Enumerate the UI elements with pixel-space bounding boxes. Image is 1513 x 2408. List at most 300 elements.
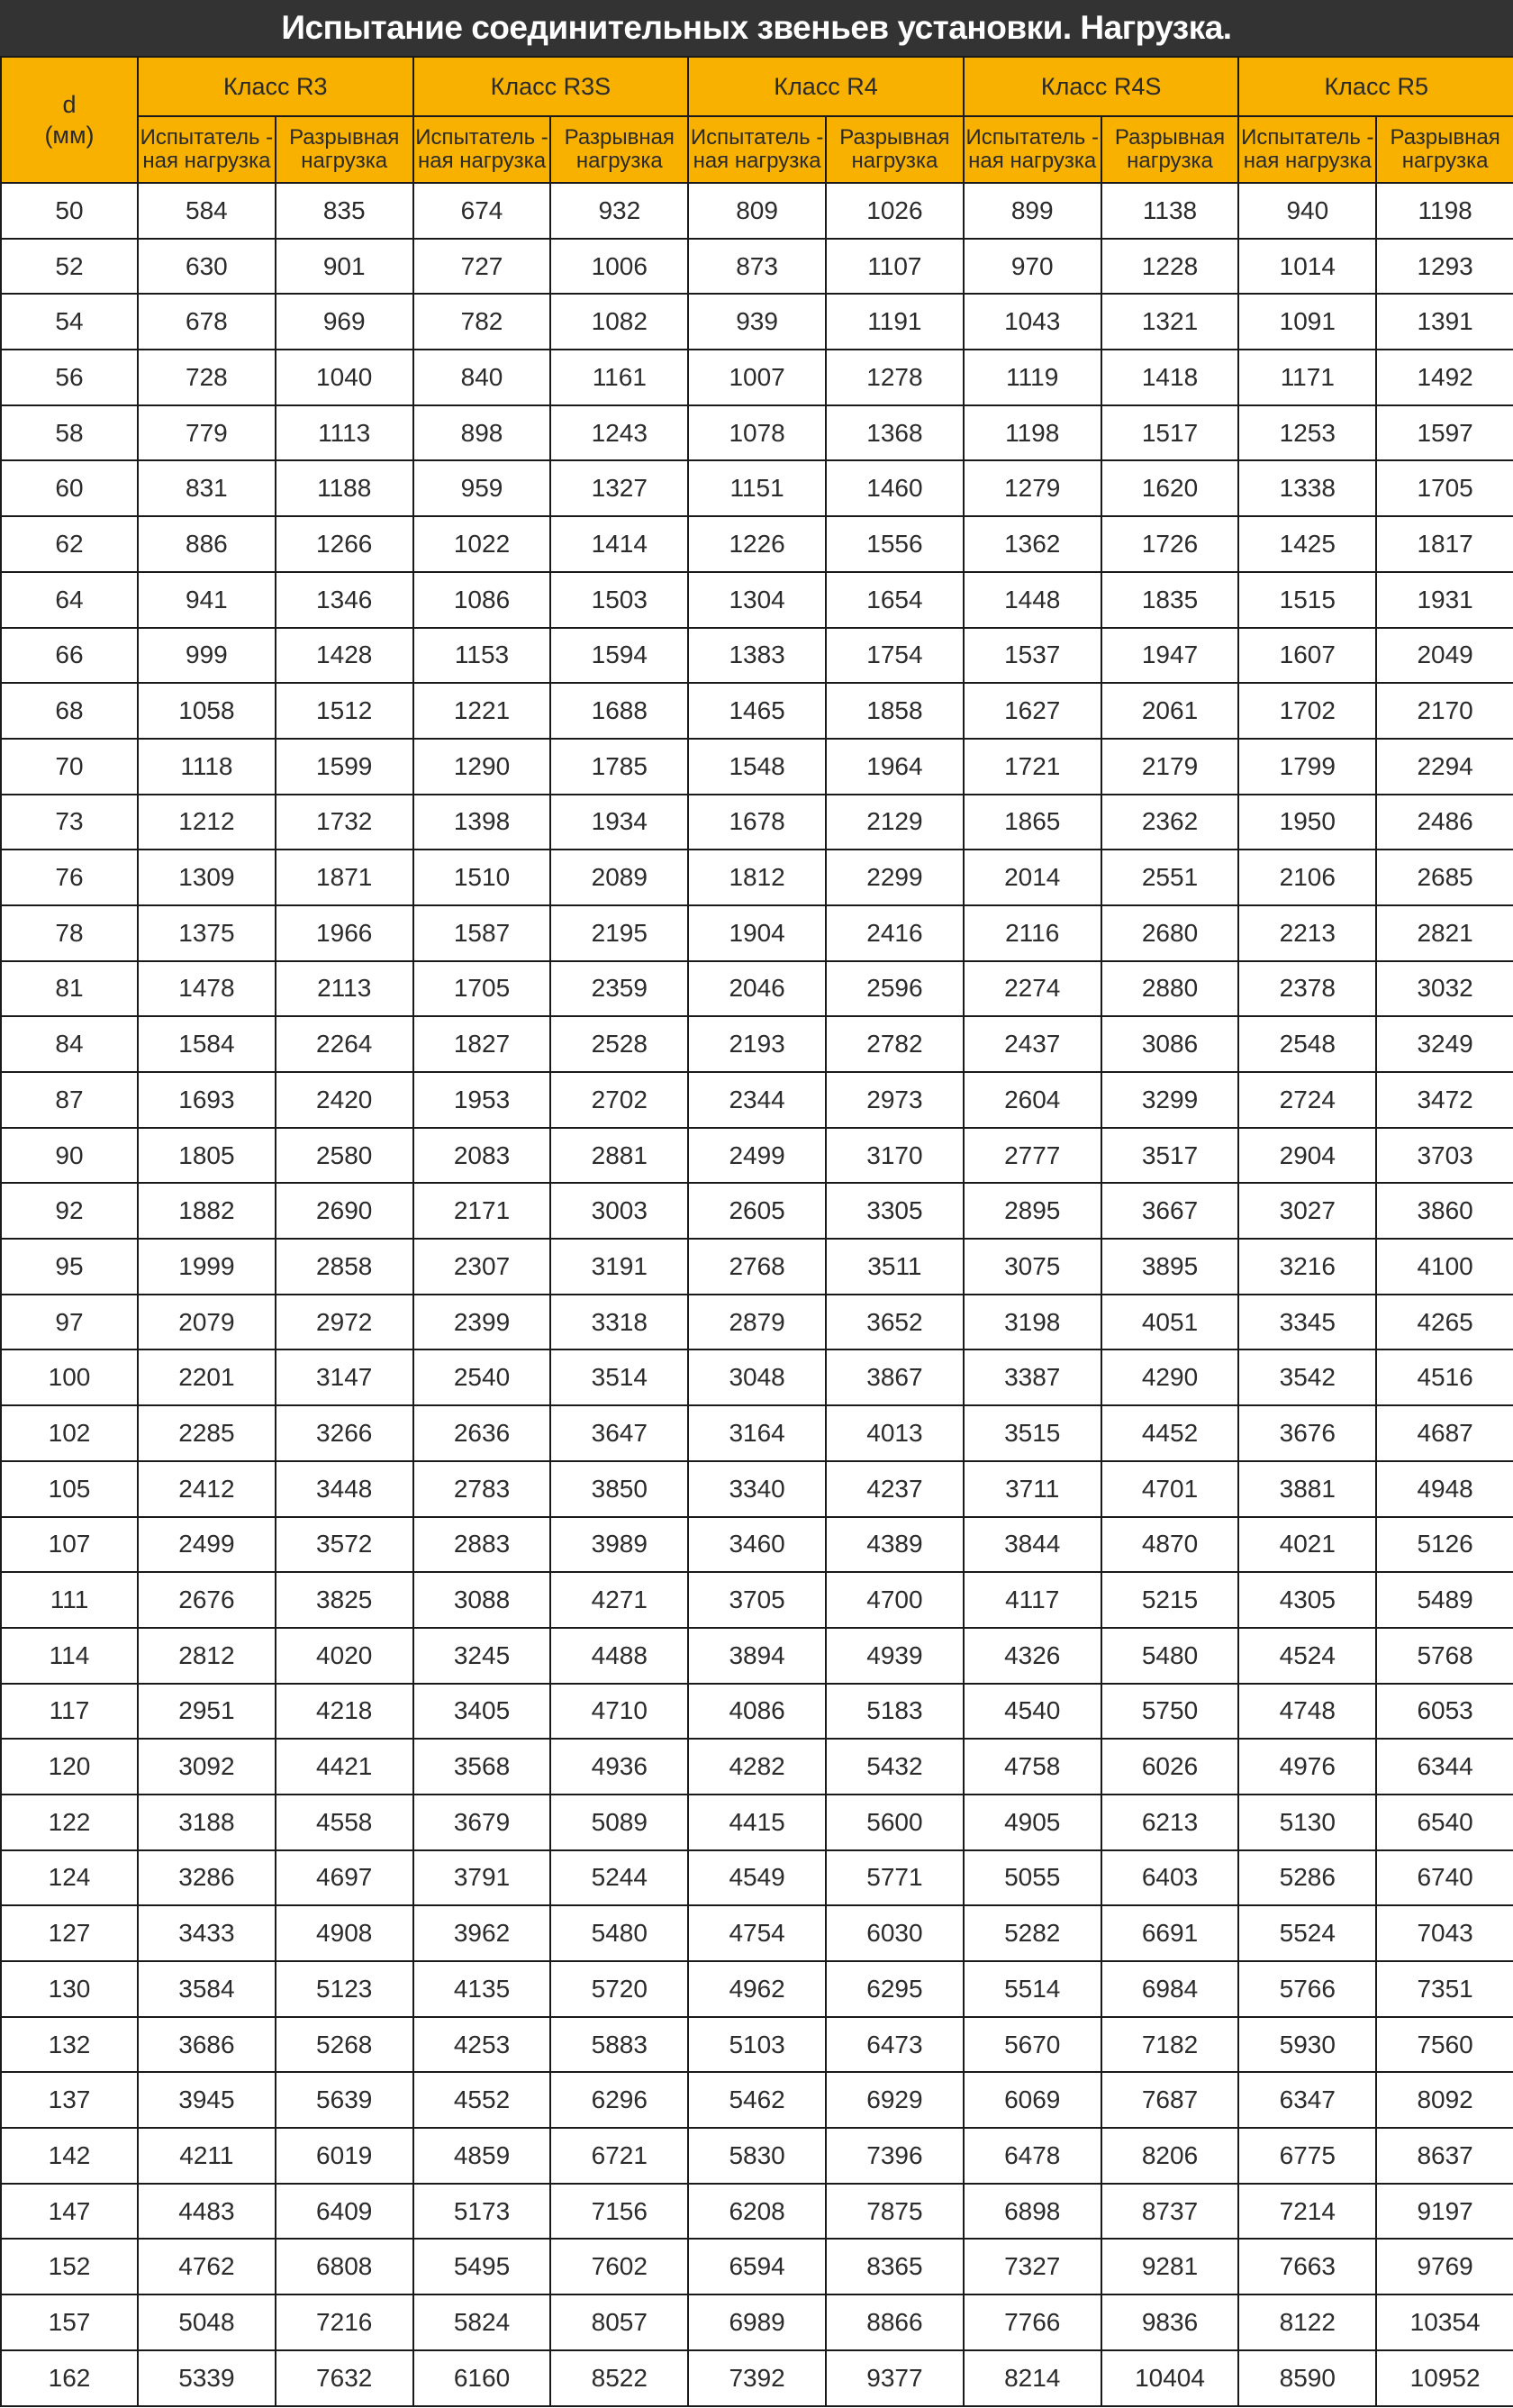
load-cell: 7216 bbox=[276, 2294, 413, 2350]
load-cell: 7560 bbox=[1376, 2017, 1513, 2073]
load-cell: 4326 bbox=[964, 1628, 1101, 1684]
load-cell: 8866 bbox=[826, 2294, 964, 2350]
table-row bbox=[1, 628, 1513, 684]
load-cell: 1082 bbox=[550, 294, 688, 350]
diameter-cell: 97 bbox=[1, 1295, 138, 1350]
table-row bbox=[1, 460, 1513, 516]
load-cell: 3299 bbox=[1101, 1072, 1239, 1128]
load-cell: 1078 bbox=[688, 405, 826, 461]
load-cell: 1964 bbox=[826, 739, 964, 795]
load-cell: 3962 bbox=[413, 1905, 551, 1961]
load-cell: 8214 bbox=[964, 2350, 1101, 2406]
load-cell: 4697 bbox=[276, 1850, 413, 1906]
load-cell: 3514 bbox=[550, 1349, 688, 1405]
load-cell: 3572 bbox=[276, 1517, 413, 1573]
load-cell: 1827 bbox=[413, 1016, 551, 1072]
load-cell: 5824 bbox=[413, 2294, 551, 2350]
load-cell: 901 bbox=[276, 239, 413, 295]
table-body bbox=[1, 183, 1513, 2406]
load-cell: 1362 bbox=[964, 516, 1101, 572]
load-cell: 3147 bbox=[276, 1349, 413, 1405]
diameter-cell: 68 bbox=[1, 683, 138, 739]
table-row bbox=[1, 1739, 1513, 1795]
load-cell: 2213 bbox=[1238, 905, 1376, 961]
load-cell: 4051 bbox=[1101, 1295, 1239, 1350]
load-cell: 1309 bbox=[138, 850, 276, 905]
load-cell: 9769 bbox=[1376, 2239, 1513, 2294]
load-cell: 1043 bbox=[964, 294, 1101, 350]
table-row bbox=[1, 2294, 1513, 2350]
load-cell: 3027 bbox=[1238, 1183, 1376, 1239]
load-cell: 1290 bbox=[413, 739, 551, 795]
load-cell: 6478 bbox=[964, 2128, 1101, 2184]
load-cell: 4282 bbox=[688, 1739, 826, 1795]
load-cell: 3249 bbox=[1376, 1016, 1513, 1072]
load-cell: 3676 bbox=[1238, 1405, 1376, 1461]
test-load-header: Испытатель - ная нагрузка bbox=[1238, 116, 1376, 183]
load-cell: 1537 bbox=[964, 628, 1101, 684]
load-cell: 3191 bbox=[550, 1239, 688, 1295]
load-cell: 2973 bbox=[826, 1072, 964, 1128]
load-cell: 4540 bbox=[964, 1684, 1101, 1740]
load-cell: 1221 bbox=[413, 683, 551, 739]
diameter-cell: 87 bbox=[1, 1072, 138, 1128]
load-cell: 5130 bbox=[1238, 1795, 1376, 1850]
table-row bbox=[1, 2128, 1513, 2184]
load-cell: 8590 bbox=[1238, 2350, 1376, 2406]
load-cell: 7602 bbox=[550, 2239, 688, 2294]
load-cell: 7182 bbox=[1101, 2017, 1239, 2073]
load-cell: 5930 bbox=[1238, 2017, 1376, 2073]
load-cell: 2879 bbox=[688, 1295, 826, 1350]
load-cell: 3345 bbox=[1238, 1295, 1376, 1350]
load-cell: 4421 bbox=[276, 1739, 413, 1795]
class-header-r3s: Класс R3S bbox=[413, 57, 689, 116]
load-cell: 1503 bbox=[550, 572, 688, 628]
load-cell: 1448 bbox=[964, 572, 1101, 628]
load-cell: 3945 bbox=[138, 2072, 276, 2128]
load-cell: 1425 bbox=[1238, 516, 1376, 572]
table-header bbox=[1, 57, 1513, 183]
load-cell: 1321 bbox=[1101, 294, 1239, 350]
load-cell: 1865 bbox=[964, 795, 1101, 850]
load-cell: 4013 bbox=[826, 1405, 964, 1461]
table-row bbox=[1, 1405, 1513, 1461]
load-cell: 1171 bbox=[1238, 350, 1376, 405]
test-load-header: Испытатель - ная нагрузка bbox=[964, 116, 1101, 183]
load-cell: 4290 bbox=[1101, 1349, 1239, 1405]
load-cell: 1584 bbox=[138, 1016, 276, 1072]
load-cell: 7663 bbox=[1238, 2239, 1376, 2294]
load-cell: 4701 bbox=[1101, 1461, 1239, 1517]
load-cell: 674 bbox=[413, 183, 551, 239]
diameter-cell: 100 bbox=[1, 1349, 138, 1405]
load-cell: 2179 bbox=[1101, 739, 1239, 795]
load-cell: 873 bbox=[688, 239, 826, 295]
load-cell: 1119 bbox=[964, 350, 1101, 405]
load-cell: 5771 bbox=[826, 1850, 964, 1906]
load-cell: 2783 bbox=[413, 1461, 551, 1517]
load-cell: 5514 bbox=[964, 1961, 1101, 2017]
load-cell: 2195 bbox=[550, 905, 688, 961]
load-cell: 2904 bbox=[1238, 1128, 1376, 1184]
load-cell: 4948 bbox=[1376, 1461, 1513, 1517]
load-cell: 1799 bbox=[1238, 739, 1376, 795]
load-cell: 1151 bbox=[688, 460, 826, 516]
load-cell: 1138 bbox=[1101, 183, 1239, 239]
load-cell: 7875 bbox=[826, 2184, 964, 2240]
load-cell: 6160 bbox=[413, 2350, 551, 2406]
load-cell: 3568 bbox=[413, 1739, 551, 1795]
load-cell: 2580 bbox=[276, 1128, 413, 1184]
load-cell: 2083 bbox=[413, 1128, 551, 1184]
diameter-cell: 60 bbox=[1, 460, 138, 516]
diameter-header bbox=[1, 57, 138, 183]
load-cell: 3088 bbox=[413, 1572, 551, 1628]
load-cell: 2079 bbox=[138, 1295, 276, 1350]
load-cell: 1805 bbox=[138, 1128, 276, 1184]
load-cell: 2129 bbox=[826, 795, 964, 850]
load-cell: 1198 bbox=[1376, 183, 1513, 239]
load-cell: 941 bbox=[138, 572, 276, 628]
break-load-header: Разрывная нагрузка bbox=[1376, 116, 1513, 183]
load-cell: 2768 bbox=[688, 1239, 826, 1295]
load-cell: 3517 bbox=[1101, 1128, 1239, 1184]
load-cell: 3867 bbox=[826, 1349, 964, 1405]
load-cell: 1465 bbox=[688, 683, 826, 739]
load-cell: 2344 bbox=[688, 1072, 826, 1128]
load-cell: 809 bbox=[688, 183, 826, 239]
load-cell: 8365 bbox=[826, 2239, 964, 2294]
load-cell: 5215 bbox=[1101, 1572, 1239, 1628]
diameter-cell: 64 bbox=[1, 572, 138, 628]
table-row bbox=[1, 572, 1513, 628]
load-cell: 840 bbox=[413, 350, 551, 405]
table-row bbox=[1, 350, 1513, 405]
load-cell: 10404 bbox=[1101, 2350, 1239, 2406]
table-row bbox=[1, 739, 1513, 795]
load-cell: 2089 bbox=[550, 850, 688, 905]
test-load-header: Испытатель - ная нагрузка bbox=[138, 116, 276, 183]
load-cell: 2170 bbox=[1376, 683, 1513, 739]
diameter-cell: 81 bbox=[1, 961, 138, 1017]
load-cell: 3850 bbox=[550, 1461, 688, 1517]
load-cell: 4237 bbox=[826, 1461, 964, 1517]
load-cell: 3448 bbox=[276, 1461, 413, 1517]
diameter-cell: 54 bbox=[1, 294, 138, 350]
table-row bbox=[1, 1628, 1513, 1684]
load-cell: 1368 bbox=[826, 405, 964, 461]
load-cell: 1118 bbox=[138, 739, 276, 795]
load-cell: 4908 bbox=[276, 1905, 413, 1961]
load-cell: 4415 bbox=[688, 1795, 826, 1850]
load-cell: 5339 bbox=[138, 2350, 276, 2406]
load-cell: 1594 bbox=[550, 628, 688, 684]
load-cell: 6594 bbox=[688, 2239, 826, 2294]
table-row bbox=[1, 294, 1513, 350]
diameter-cell: 92 bbox=[1, 1183, 138, 1239]
diameter-cell: 58 bbox=[1, 405, 138, 461]
table-row bbox=[1, 1349, 1513, 1405]
load-cell: 1732 bbox=[276, 795, 413, 850]
load-cell: 3198 bbox=[964, 1295, 1101, 1350]
class-header-r3: Класс R3 bbox=[138, 57, 413, 116]
load-cell: 1091 bbox=[1238, 294, 1376, 350]
load-cell: 2604 bbox=[964, 1072, 1101, 1128]
load-cell: 3989 bbox=[550, 1517, 688, 1573]
load-cell: 4524 bbox=[1238, 1628, 1376, 1684]
diameter-cell: 50 bbox=[1, 183, 138, 239]
load-cell: 2858 bbox=[276, 1239, 413, 1295]
load-cell: 4253 bbox=[413, 2017, 551, 2073]
load-cell: 1006 bbox=[550, 239, 688, 295]
load-cell: 3584 bbox=[138, 1961, 276, 2017]
load-cell: 898 bbox=[413, 405, 551, 461]
load-cell: 2399 bbox=[413, 1295, 551, 1350]
load-cell: 782 bbox=[413, 294, 551, 350]
load-cell: 1327 bbox=[550, 460, 688, 516]
load-cell: 2499 bbox=[688, 1128, 826, 1184]
diameter-cell: 147 bbox=[1, 2184, 138, 2240]
table-row bbox=[1, 1072, 1513, 1128]
load-cell: 3542 bbox=[1238, 1349, 1376, 1405]
table-row bbox=[1, 1295, 1513, 1350]
load-cell: 3245 bbox=[413, 1628, 551, 1684]
load-cell: 2294 bbox=[1376, 739, 1513, 795]
class-header-r5: Класс R5 bbox=[1238, 57, 1513, 116]
load-cell: 2883 bbox=[413, 1517, 551, 1573]
load-cell: 2171 bbox=[413, 1183, 551, 1239]
load-cell: 1428 bbox=[276, 628, 413, 684]
load-cell: 1293 bbox=[1376, 239, 1513, 295]
load-cell: 1953 bbox=[413, 1072, 551, 1128]
load-cell: 4100 bbox=[1376, 1239, 1513, 1295]
load-cell: 2299 bbox=[826, 850, 964, 905]
load-cell: 3844 bbox=[964, 1517, 1101, 1573]
load-cell: 3286 bbox=[138, 1850, 276, 1906]
load-cell: 5126 bbox=[1376, 1517, 1513, 1573]
load-cell: 2193 bbox=[688, 1016, 826, 1072]
load-cell: 1212 bbox=[138, 795, 276, 850]
table-row bbox=[1, 1016, 1513, 1072]
load-cell: 3511 bbox=[826, 1239, 964, 1295]
load-cell: 4710 bbox=[550, 1684, 688, 1740]
load-cell: 1243 bbox=[550, 405, 688, 461]
load-cell: 1278 bbox=[826, 350, 964, 405]
table-row bbox=[1, 1795, 1513, 1850]
load-cell: 2548 bbox=[1238, 1016, 1376, 1072]
load-cell: 1398 bbox=[413, 795, 551, 850]
load-cell: 5600 bbox=[826, 1795, 964, 1850]
load-cell: 6540 bbox=[1376, 1795, 1513, 1850]
load-cell: 4687 bbox=[1376, 1405, 1513, 1461]
load-cell: 3216 bbox=[1238, 1239, 1376, 1295]
load-cell: 6030 bbox=[826, 1905, 964, 1961]
load-cell: 1418 bbox=[1101, 350, 1239, 405]
load-cell: 959 bbox=[413, 460, 551, 516]
load-cell: 1007 bbox=[688, 350, 826, 405]
load-cell: 7632 bbox=[276, 2350, 413, 2406]
load-cell: 2782 bbox=[826, 1016, 964, 1072]
load-cell: 999 bbox=[138, 628, 276, 684]
load-cell: 7214 bbox=[1238, 2184, 1376, 2240]
load-cell: 932 bbox=[550, 183, 688, 239]
load-cell: 1607 bbox=[1238, 628, 1376, 684]
table-row bbox=[1, 183, 1513, 239]
load-cell: 4218 bbox=[276, 1684, 413, 1740]
load-cell: 3387 bbox=[964, 1349, 1101, 1405]
load-cell: 1702 bbox=[1238, 683, 1376, 739]
test-load-header: Испытатель - ная нагрузка bbox=[413, 116, 551, 183]
load-cell: 4211 bbox=[138, 2128, 276, 2184]
load-cell: 5244 bbox=[550, 1850, 688, 1906]
load-cell: 6473 bbox=[826, 2017, 964, 2073]
diameter-cell: 66 bbox=[1, 628, 138, 684]
load-cell: 1812 bbox=[688, 850, 826, 905]
table-row bbox=[1, 795, 1513, 850]
diameter-cell: 142 bbox=[1, 2128, 138, 2184]
load-cell: 7043 bbox=[1376, 1905, 1513, 1961]
load-cell: 6347 bbox=[1238, 2072, 1376, 2128]
load-cell: 5432 bbox=[826, 1739, 964, 1795]
table-row bbox=[1, 905, 1513, 961]
table-row bbox=[1, 1128, 1513, 1184]
load-cell: 6740 bbox=[1376, 1850, 1513, 1906]
table-row bbox=[1, 961, 1513, 1017]
diameter-cell: 107 bbox=[1, 1517, 138, 1573]
table-row bbox=[1, 2239, 1513, 2294]
load-cell: 5462 bbox=[688, 2072, 826, 2128]
load-cell: 2605 bbox=[688, 1183, 826, 1239]
load-cell: 1188 bbox=[276, 460, 413, 516]
load-cell: 2264 bbox=[276, 1016, 413, 1072]
load-cell: 8092 bbox=[1376, 2072, 1513, 2128]
load-cell: 4305 bbox=[1238, 1572, 1376, 1628]
load-cell: 1587 bbox=[413, 905, 551, 961]
load-cell: 779 bbox=[138, 405, 276, 461]
load-cell: 5282 bbox=[964, 1905, 1101, 1961]
table-row bbox=[1, 2017, 1513, 2073]
load-cell: 1191 bbox=[826, 294, 964, 350]
load-cell: 5268 bbox=[276, 2017, 413, 2073]
load-cell: 6929 bbox=[826, 2072, 964, 2128]
load-cell: 3894 bbox=[688, 1628, 826, 1684]
load-cell: 4758 bbox=[964, 1739, 1101, 1795]
load-cell: 4452 bbox=[1101, 1405, 1239, 1461]
load-cell: 4117 bbox=[964, 1572, 1101, 1628]
load-cell: 4021 bbox=[1238, 1517, 1376, 1573]
load-cell: 3515 bbox=[964, 1405, 1101, 1461]
load-cell: 1999 bbox=[138, 1239, 276, 1295]
load-cell: 2881 bbox=[550, 1128, 688, 1184]
load-cell: 1835 bbox=[1101, 572, 1239, 628]
load-cell: 6296 bbox=[550, 2072, 688, 2128]
diameter-cell: 76 bbox=[1, 850, 138, 905]
load-cell: 2821 bbox=[1376, 905, 1513, 961]
break-load-header: Разрывная нагрузка bbox=[550, 116, 688, 183]
load-cell: 3895 bbox=[1101, 1239, 1239, 1295]
table-row bbox=[1, 2072, 1513, 2128]
load-cell: 1620 bbox=[1101, 460, 1239, 516]
load-cell: 9836 bbox=[1101, 2294, 1239, 2350]
load-cell: 10354 bbox=[1376, 2294, 1513, 2350]
load-cell: 4754 bbox=[688, 1905, 826, 1961]
table-row bbox=[1, 2184, 1513, 2240]
load-cell: 1058 bbox=[138, 683, 276, 739]
diameter-cell: 162 bbox=[1, 2350, 138, 2406]
load-cell: 4135 bbox=[413, 1961, 551, 2017]
load-cell: 2596 bbox=[826, 961, 964, 1017]
diameter-cell: 84 bbox=[1, 1016, 138, 1072]
load-cell: 2528 bbox=[550, 1016, 688, 1072]
load-cell: 1904 bbox=[688, 905, 826, 961]
load-cell: 3433 bbox=[138, 1905, 276, 1961]
load-cell: 8737 bbox=[1101, 2184, 1239, 2240]
load-cell: 3647 bbox=[550, 1405, 688, 1461]
load-cell: 1947 bbox=[1101, 628, 1239, 684]
load-cell: 4271 bbox=[550, 1572, 688, 1628]
load-cell: 1338 bbox=[1238, 460, 1376, 516]
diameter-cell: 122 bbox=[1, 1795, 138, 1850]
load-cell: 1492 bbox=[1376, 350, 1513, 405]
load-cell: 970 bbox=[964, 239, 1101, 295]
load-cell: 5766 bbox=[1238, 1961, 1376, 2017]
load-cell: 2540 bbox=[413, 1349, 551, 1405]
diameter-cell: 127 bbox=[1, 1905, 138, 1961]
load-cell: 4552 bbox=[413, 2072, 551, 2128]
table-row bbox=[1, 1961, 1513, 2017]
load-cell: 5524 bbox=[1238, 1905, 1376, 1961]
load-cell: 727 bbox=[413, 239, 551, 295]
load-cell: 899 bbox=[964, 183, 1101, 239]
table-row bbox=[1, 1684, 1513, 1740]
load-cell: 5173 bbox=[413, 2184, 551, 2240]
load-cell: 4086 bbox=[688, 1684, 826, 1740]
load-cell: 3881 bbox=[1238, 1461, 1376, 1517]
break-load-header: Разрывная нагрузка bbox=[276, 116, 413, 183]
load-cell: 2274 bbox=[964, 961, 1101, 1017]
table-row bbox=[1, 1183, 1513, 1239]
load-cell: 4936 bbox=[550, 1739, 688, 1795]
load-cell: 1304 bbox=[688, 572, 826, 628]
load-cell: 1153 bbox=[413, 628, 551, 684]
load-cell: 6213 bbox=[1101, 1795, 1239, 1850]
load-cell: 5103 bbox=[688, 2017, 826, 2073]
load-cell: 2378 bbox=[1238, 961, 1376, 1017]
table-row bbox=[1, 1461, 1513, 1517]
class-header-r4s: Класс R4S bbox=[964, 57, 1239, 116]
table-row bbox=[1, 516, 1513, 572]
load-cell: 1478 bbox=[138, 961, 276, 1017]
load-cell: 1113 bbox=[276, 405, 413, 461]
table-row bbox=[1, 850, 1513, 905]
load-cell: 2690 bbox=[276, 1183, 413, 1239]
load-cell: 6989 bbox=[688, 2294, 826, 2350]
load-cell: 4389 bbox=[826, 1517, 964, 1573]
load-cell: 5286 bbox=[1238, 1850, 1376, 1906]
diameter-cell: 90 bbox=[1, 1128, 138, 1184]
load-cell: 1228 bbox=[1101, 239, 1239, 295]
load-cell: 5768 bbox=[1376, 1628, 1513, 1684]
load-cell: 1817 bbox=[1376, 516, 1513, 572]
load-cell: 3318 bbox=[550, 1295, 688, 1350]
load-cell: 5480 bbox=[550, 1905, 688, 1961]
load-cell: 1086 bbox=[413, 572, 551, 628]
load-cell: 7351 bbox=[1376, 1961, 1513, 2017]
load-cell: 3266 bbox=[276, 1405, 413, 1461]
class-header-r4: Класс R4 bbox=[688, 57, 964, 116]
load-cell: 1346 bbox=[276, 572, 413, 628]
